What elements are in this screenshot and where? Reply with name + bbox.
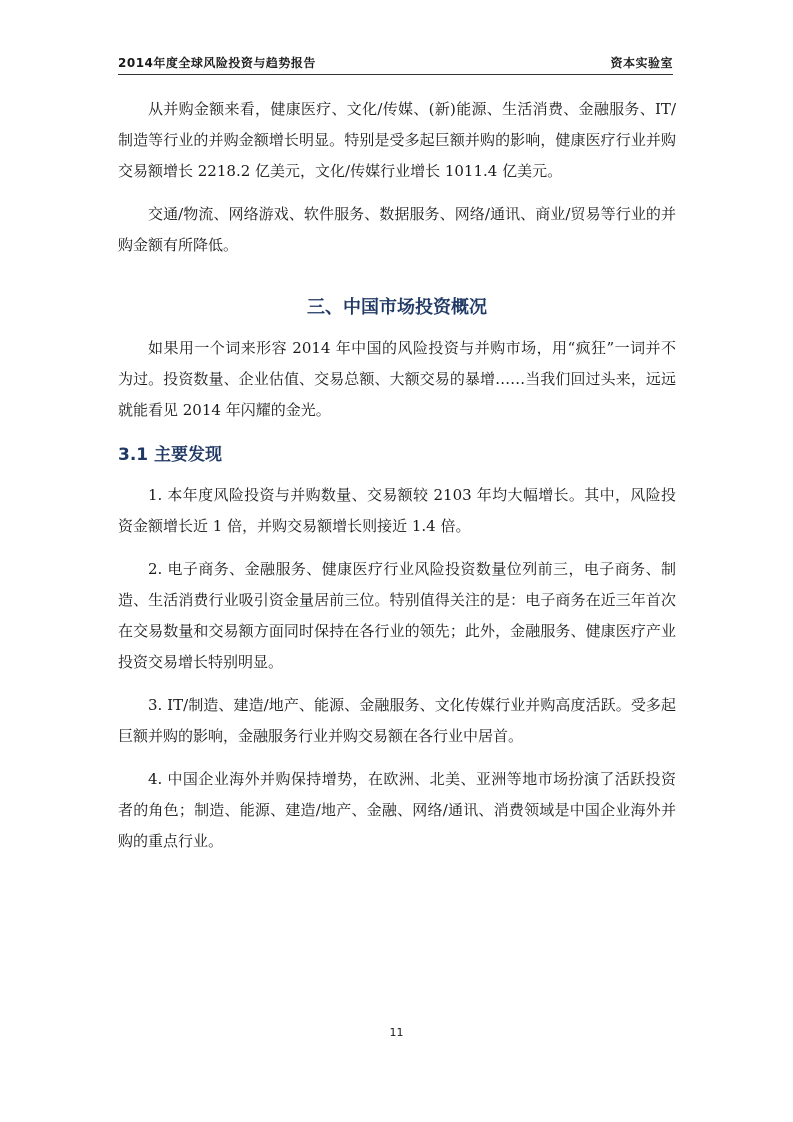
section-title: 三、中国市场投资概况 bbox=[307, 297, 487, 318]
finding-item: 2. 电子商务、金融服务、健康医疗行业风险投资数量位列前三，电子商务、制造、生活消费行业吸引资金量居前三位。特别值得关注的是：电子商务在近三年首次在交易数量和交易额方面同时保持在各行业的领先；此外，金融服务、健康医疗产业投资交易增长特别明显。 bbox=[118, 560, 676, 671]
subsection-title: 3.1 主要发现 bbox=[118, 445, 223, 465]
paragraph-ma-decline: 交通/物流、网络游戏、软件服务、数据服务、网络/通讯、商业/贸易等行业的并购金额有所降低。 bbox=[118, 205, 676, 254]
paragraph-ma-amount: 从并购金额来看，健康医疗、文化/传媒、(新)能源、生活消费、金融服务、IT/制造等行业的并购金额增长明显。特别是受多起巨额并购的影响，健康医疗行业并购交易额增长 2218.2 亿美元，文化/传媒行业增长 1011.4 亿美元。 bbox=[118, 100, 676, 180]
page-number: 11 bbox=[389, 1026, 404, 1039]
publisher-name: 资本实验室 bbox=[610, 56, 673, 70]
page-header bbox=[118, 48, 673, 75]
section-intro: 如果用一个词来形容 2014 年中国的风险投资与并购市场，用“疯狂”一词并不为过。投资数量、企业估值、交易总额、大额交易的暴增……当我们回过头来，远远就能看见 2014 年闪耀的金光。 bbox=[118, 339, 676, 419]
report-title: 2014年度全球风险投资与趋势报告 bbox=[118, 56, 316, 70]
finding-item: 3. IT/制造、建造/地产、能源、金融服务、文化传媒行业并购高度活跃。受多起巨额并购的影响，金融服务行业并购交易额在各行业中居首。 bbox=[118, 696, 676, 745]
body-content bbox=[118, 94, 676, 869]
finding-item: 1. 本年度风险投资与并购数量、交易额较 2103 年均大幅增长。其中，风险投资金额增长近 1 倍，并购交易额增长则接近 1.4 倍。 bbox=[118, 486, 676, 535]
finding-item: 4. 中国企业海外并购保持增势，在欧洲、北美、亚洲等地市场扮演了活跃投资者的角色；制造、能源、建造/地产、金融、网络/通讯、消费领域是中国企业海外并购的重点行业。 bbox=[118, 770, 676, 850]
